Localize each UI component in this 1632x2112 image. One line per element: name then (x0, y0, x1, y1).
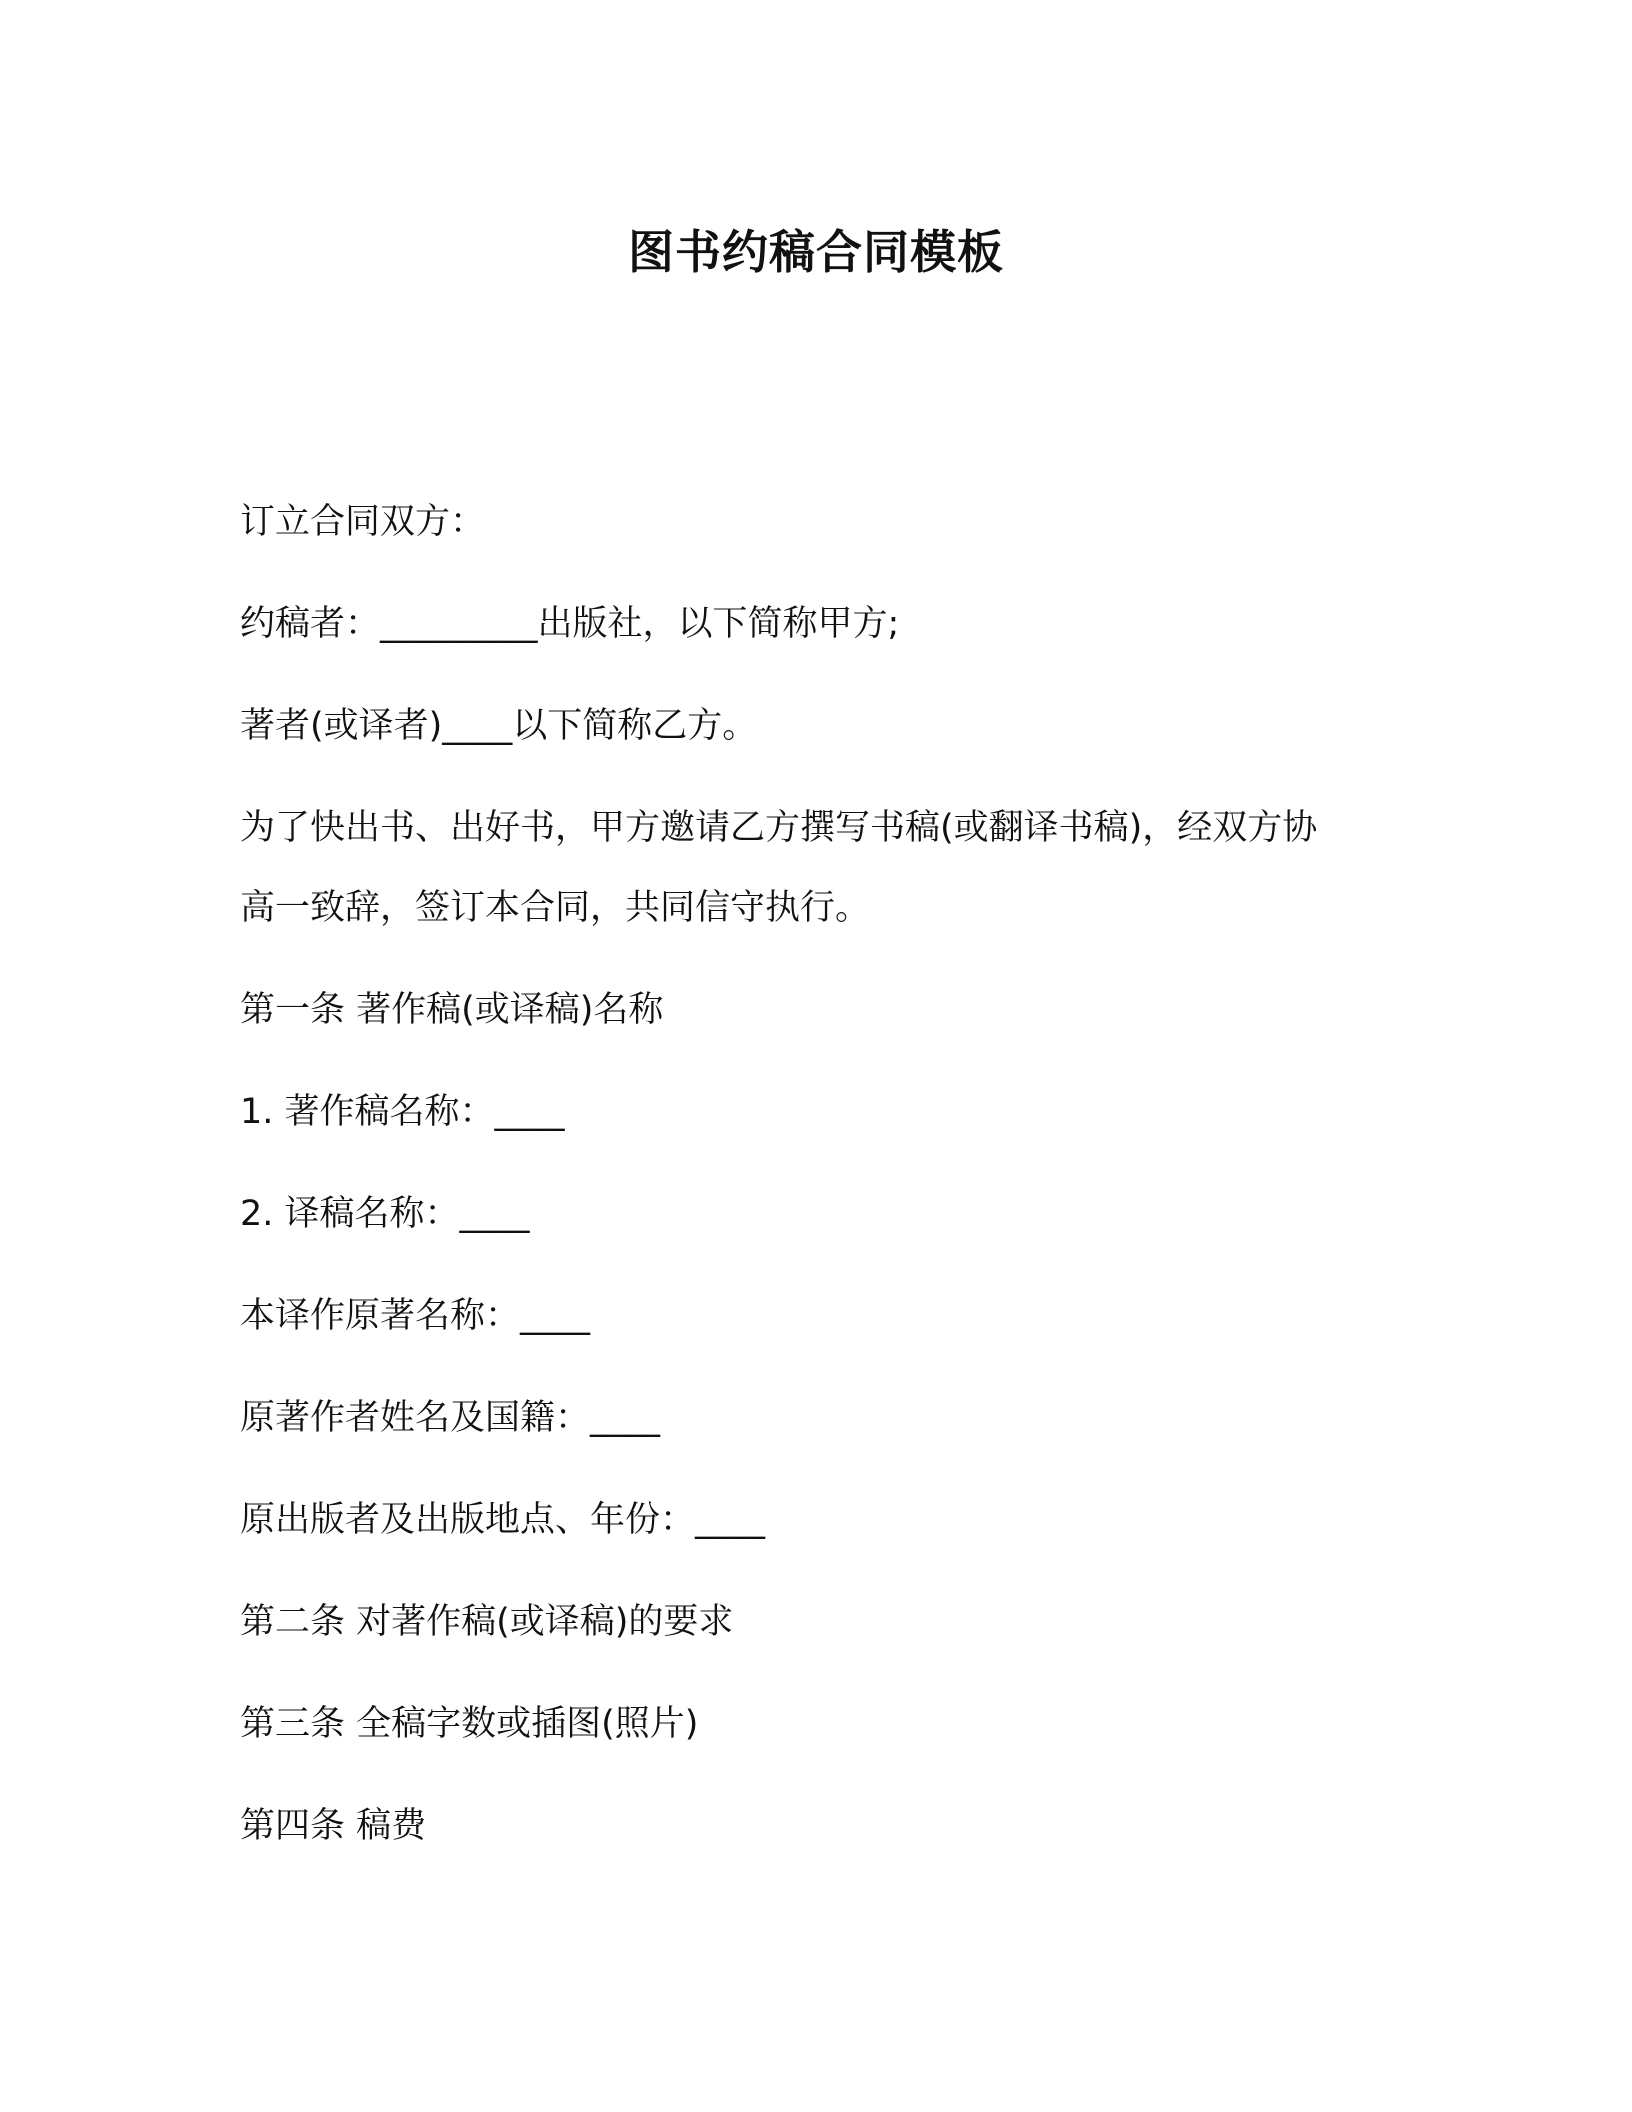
parties-heading: 订立合同双方： (240, 502, 486, 542)
document-title: 图书约稿合同模板 (628, 225, 1004, 279)
item-1-manuscript-title: 1. 著作稿名称：____ (240, 1092, 565, 1132)
item-2-translation-title: 2. 译稿名称：____ (240, 1194, 530, 1234)
party-b-line: 著者(或译者)____以下简称乙方。 (240, 706, 758, 746)
preamble-line-1: 为了快出书、出好书，甲方邀请乙方撰写书稿(或翻译书稿)，经双方协 (240, 808, 1318, 848)
article-2-heading: 第二条 对著作稿(或译稿)的要求 (240, 1602, 734, 1642)
article-1-heading: 第一条 著作稿(或译稿)名称 (240, 990, 664, 1030)
original-work-title: 本译作原著名称：____ (240, 1296, 591, 1336)
preamble-line-2: 高一致辞，签订本合同，共同信守执行。 (240, 888, 871, 928)
party-a-line: 约稿者：_________出版社，以下简称甲方; (240, 604, 900, 644)
article-4-heading: 第四条 稿费 (240, 1806, 427, 1846)
original-author-line: 原著作者姓名及国籍：____ (240, 1398, 661, 1438)
original-publisher-line: 原出版者及出版地点、年份：____ (240, 1500, 766, 1540)
article-3-heading: 第三条 全稿字数或插图(照片) (240, 1704, 699, 1744)
